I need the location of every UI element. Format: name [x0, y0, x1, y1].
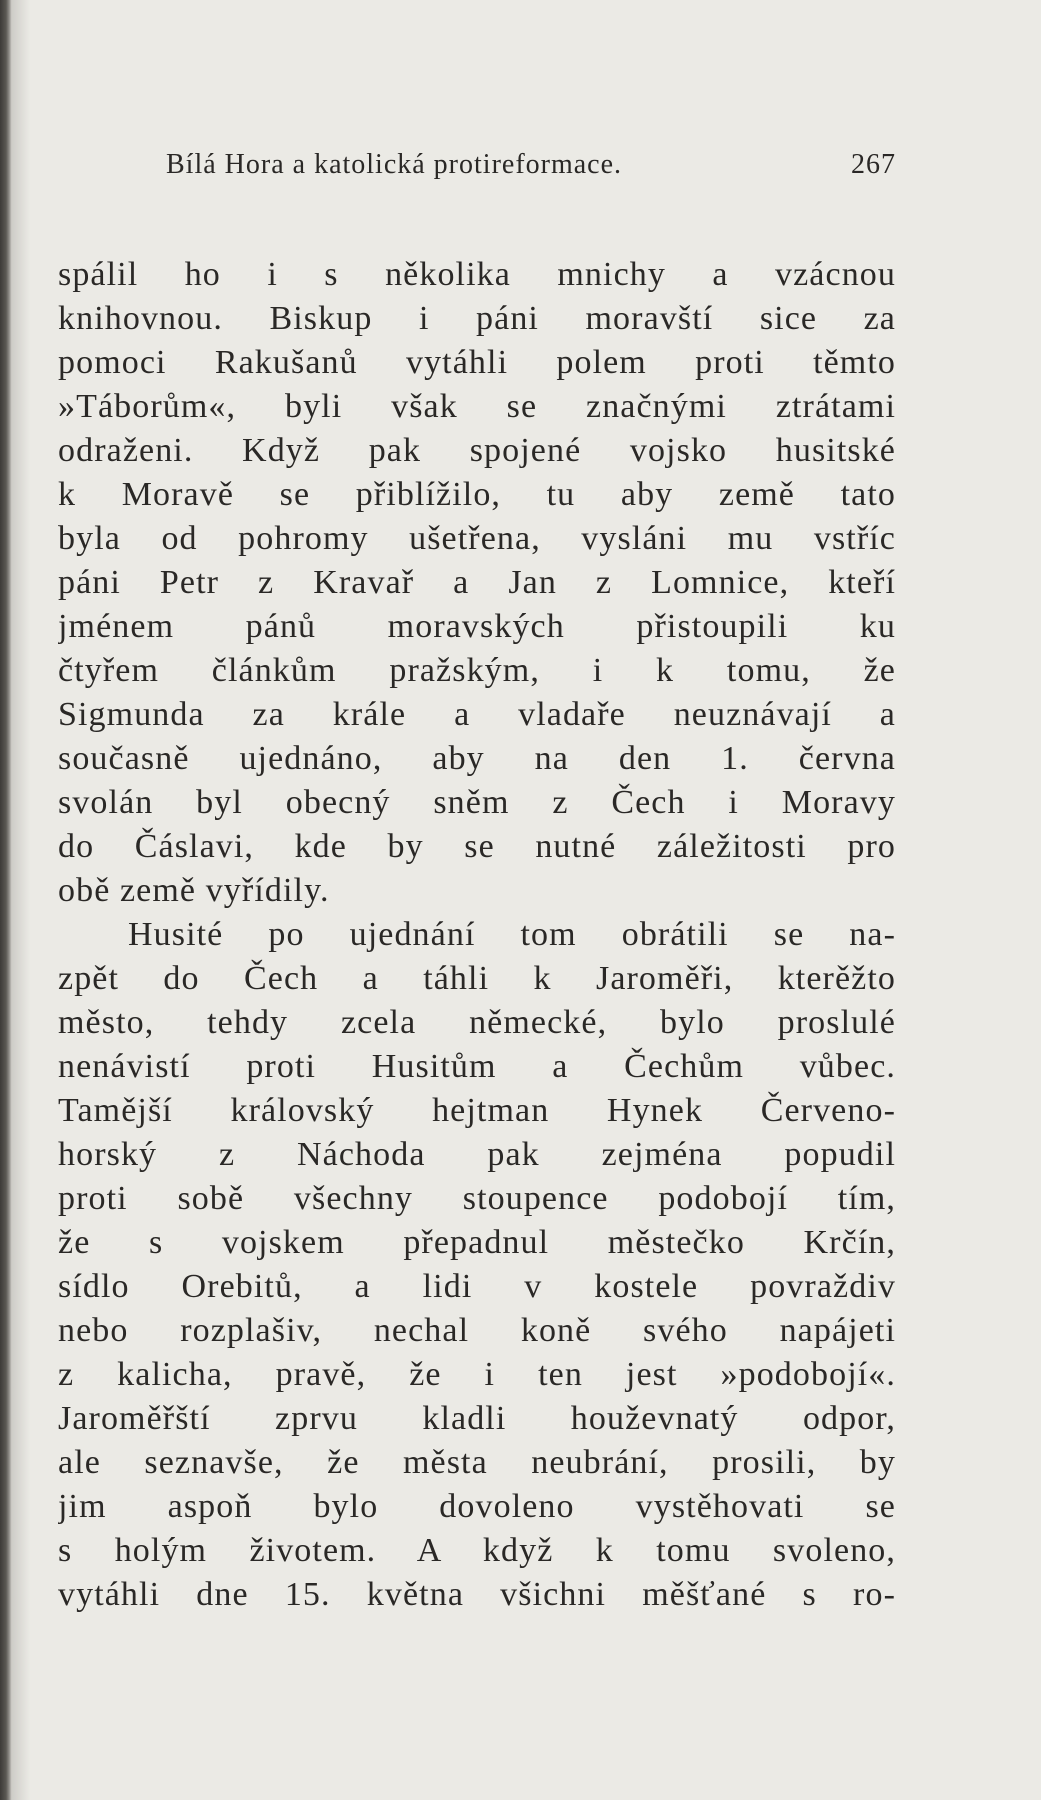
- text-line: Sigmunda za krále a vladaře neuznávají a: [58, 696, 896, 733]
- text-line: svolán byl obecný sněm z Čech i Moravy: [58, 784, 896, 821]
- text-line: sídlo Orebitů, a lidi v kostele povraždiv: [58, 1268, 896, 1305]
- paragraph-1: [58, 253, 896, 913]
- body-text: [58, 253, 896, 1617]
- text-line: vytáhli dne 15. května všichni měšťané s ro-: [58, 1576, 896, 1613]
- text-line: do Čáslavi, kde by se nutné záležitosti pro: [58, 828, 896, 865]
- page-number: 267: [851, 149, 896, 180]
- text-line: s holým životem. A když k tomu svoleno,: [58, 1532, 896, 1569]
- text-line: zpět do Čech a táhli k Jaroměři, kterěžto: [58, 960, 896, 997]
- gutter-shadow: [12, 0, 30, 1800]
- text-line: z kalicha, pravě, že i ten jest »podobojí«.: [58, 1356, 896, 1393]
- text-line: horský z Náchoda pak zejména popudil: [58, 1136, 896, 1173]
- text-line: nenávistí proti Husitům a Čechům vůbec.: [58, 1048, 896, 1085]
- text-line: nebo rozplašiv, nechal koně svého napájeti: [58, 1312, 896, 1349]
- text-line: »Táborům«, byli však se značnými ztrátami: [58, 388, 896, 425]
- text-line: pomoci Rakušanů vytáhli polem proti těmto: [58, 344, 896, 381]
- text-line: byla od pohromy ušetřena, vysláni mu vstříc: [58, 520, 896, 557]
- text-line: knihovnou. Biskup i páni moravští sice za: [58, 300, 896, 337]
- text-line: město, tehdy zcela německé, bylo proslulé: [58, 1004, 896, 1041]
- text-line: Jaroměřští zprvu kladli houževnatý odpor,: [58, 1400, 896, 1437]
- text-line: čtyřem článkům pražským, i k tomu, že: [58, 652, 896, 689]
- text-line: spálil ho i s několika mnichy a vzácnou: [58, 256, 896, 293]
- text-line: jménem pánů moravských přistoupili ku: [58, 608, 896, 645]
- text-line: páni Petr z Kravař a Jan z Lomnice, kteří: [58, 564, 896, 601]
- text-line: současně ujednáno, aby na den 1. června: [58, 740, 896, 777]
- text-line: že s vojskem přepadnul městečko Krčín,: [58, 1224, 896, 1261]
- running-header: [58, 143, 896, 187]
- paragraph-2: [58, 913, 896, 1617]
- text-line: ale seznavše, že města neubrání, prosili, by: [58, 1444, 896, 1481]
- text-line: jim aspoň bylo dovoleno vystěhovati se: [58, 1488, 896, 1525]
- text-line: proti sobě všechny stoupence podobojí tím,: [58, 1180, 896, 1217]
- book-spine-edge: [0, 0, 12, 1800]
- text-line: Husité po ujednání tom obrátili se na-: [128, 916, 896, 953]
- text-line: k Moravě se přiblížilo, tu aby země tato: [58, 476, 896, 513]
- text-line: Tamější královský hejtman Hynek Červeno-: [58, 1092, 896, 1129]
- running-title: Bílá Hora a katolická protireformace.: [166, 149, 623, 180]
- book-page: [58, 0, 896, 1800]
- text-line: obě země vyřídily.: [58, 872, 330, 909]
- text-line: odraženi. Když pak spojené vojsko husitské: [58, 432, 896, 469]
